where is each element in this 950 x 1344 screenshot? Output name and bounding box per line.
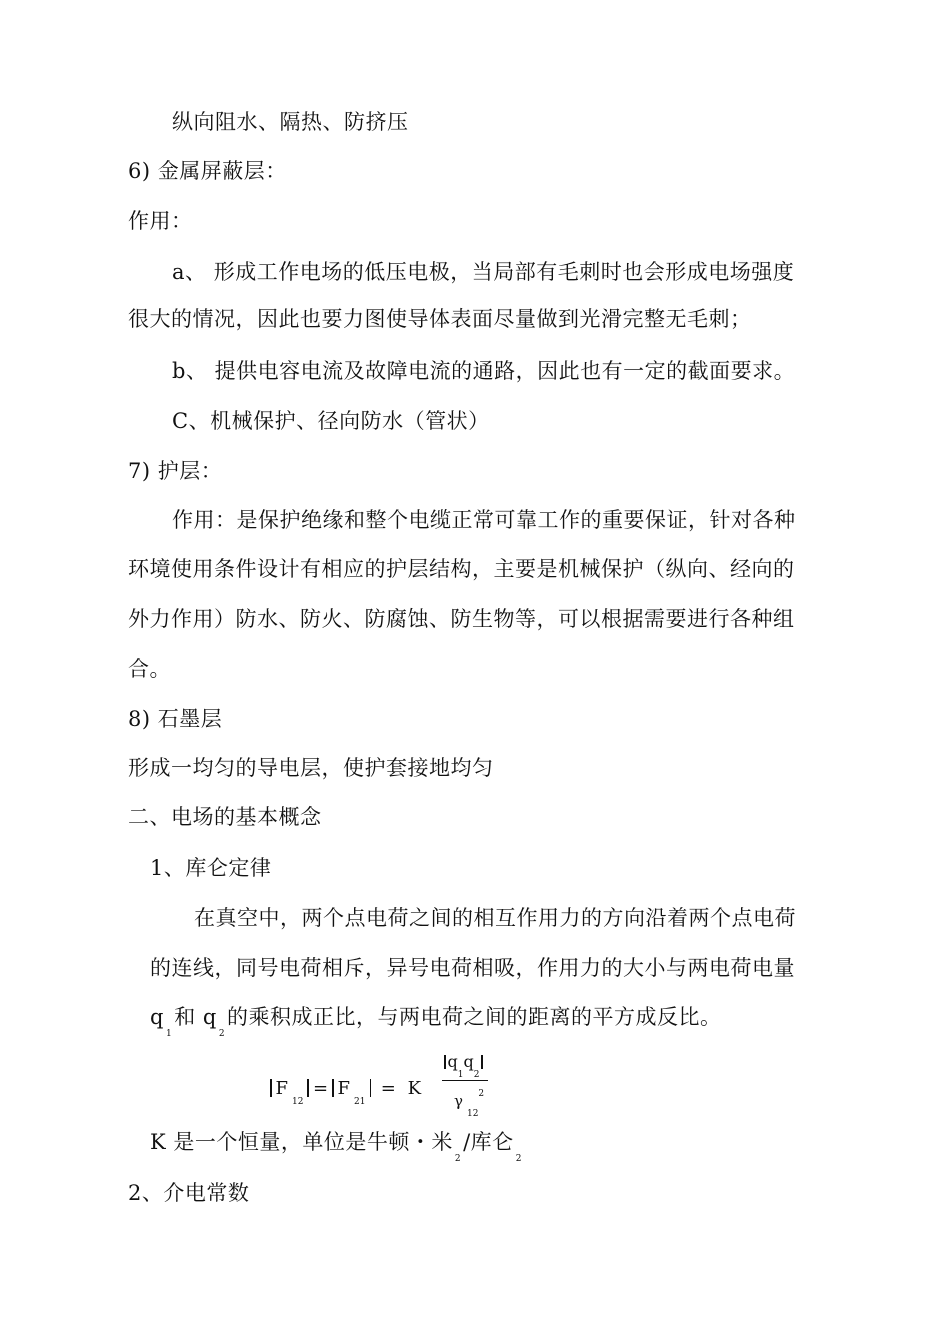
unit-text: /库仑 [463,1130,514,1154]
force-symbol: F [275,1078,288,1099]
gamma-superscript: 2 [478,1089,485,1099]
text-line: 形成一均匀的导电层，使护套接地均匀 [128,756,494,780]
subsection-heading: 2、介电常数 [128,1181,250,1205]
constant-description [150,1128,524,1164]
section-heading-7: 7) 护层： [128,459,223,483]
constant-k: K [407,1078,422,1099]
q1-subscript: 1 [457,1070,464,1080]
formula-lhs [266,1078,422,1107]
subsection-heading: 1、库仑定律 [150,856,272,880]
fraction-bar [442,1080,488,1081]
text-line: 很大的情况，因此也要力图使导体表面尽量做到光滑完整无毛刺； [128,307,752,331]
formula-numerator [442,1052,485,1080]
force-subscript-12: 12 [292,1097,304,1107]
list-item-c: C、机械保护、径向防水（管状） [172,409,490,433]
text-line-charges [150,1003,722,1039]
q-symbol: q [463,1052,474,1071]
equals-sign: = [380,1078,396,1099]
text-line: 在真空中，两个点电荷之间的相互作用力的方向沿着两个点电荷 [194,906,796,930]
text-line: 合。 [128,657,171,681]
text-line: 的连线，同号电荷相斥，异号电荷相吸，作用力的大小与两电荷电量 [150,956,795,980]
q1-subscript: 1 [165,1029,173,1039]
equals-sign: = [312,1078,329,1099]
unit-subscript: 2 [515,1154,522,1164]
and-q-text: 和 q [174,1005,217,1029]
q2-subscript: 2 [473,1070,480,1080]
chapter-heading: 二、电场的基本概念 [128,805,322,829]
abs-bar [370,1079,372,1097]
abs-bar [481,1055,483,1069]
text-line: 作用：是保护绝缘和整个电缆正常可靠工作的重要保证，针对各种 [172,508,796,532]
charges-rest: 的乘积成正比，与两电荷之间的距离的平方成反比。 [227,1005,722,1029]
text-line: 环境使用条件设计有相应的护层结构，主要是机械保护（纵向、经向的 [128,557,795,581]
force-subscript-21: 21 [354,1097,366,1107]
text-line: 外力作用）防水、防火、防腐蚀、防生物等，可以根据需要进行各种组 [128,607,795,631]
abs-bar [332,1079,334,1097]
section-heading-6: 6) 金属屏蔽层： [128,159,287,183]
force-symbol: F [337,1078,351,1099]
text-line: 作用： [128,209,193,233]
unit-subscript: 2 [454,1154,462,1164]
q1-symbol: q [150,1005,164,1029]
text-line: 纵向阻水、隔热、防挤压 [172,110,409,134]
gamma-subscript: 12 [466,1109,479,1119]
list-item-b: b、 提供电容电流及故障电流的通路，因此也有一定的截面要求。 [172,359,796,383]
abs-bar [270,1079,272,1097]
q-symbol: q [447,1052,458,1071]
abs-bar [444,1055,446,1069]
constant-text: K 是一个恒量，单位是牛顿・米 [150,1130,453,1154]
list-item-a: a、 形成工作电场的低压电极，当局部有毛刺时也会形成电场强度 [172,260,795,284]
section-heading-8: 8) 石墨层 [128,707,223,731]
coulomb-formula [266,1052,506,1122]
formula-denominator [454,1089,485,1119]
q2-subscript: 2 [218,1029,226,1039]
gamma-symbol: γ [454,1092,463,1110]
abs-bar [307,1079,309,1097]
